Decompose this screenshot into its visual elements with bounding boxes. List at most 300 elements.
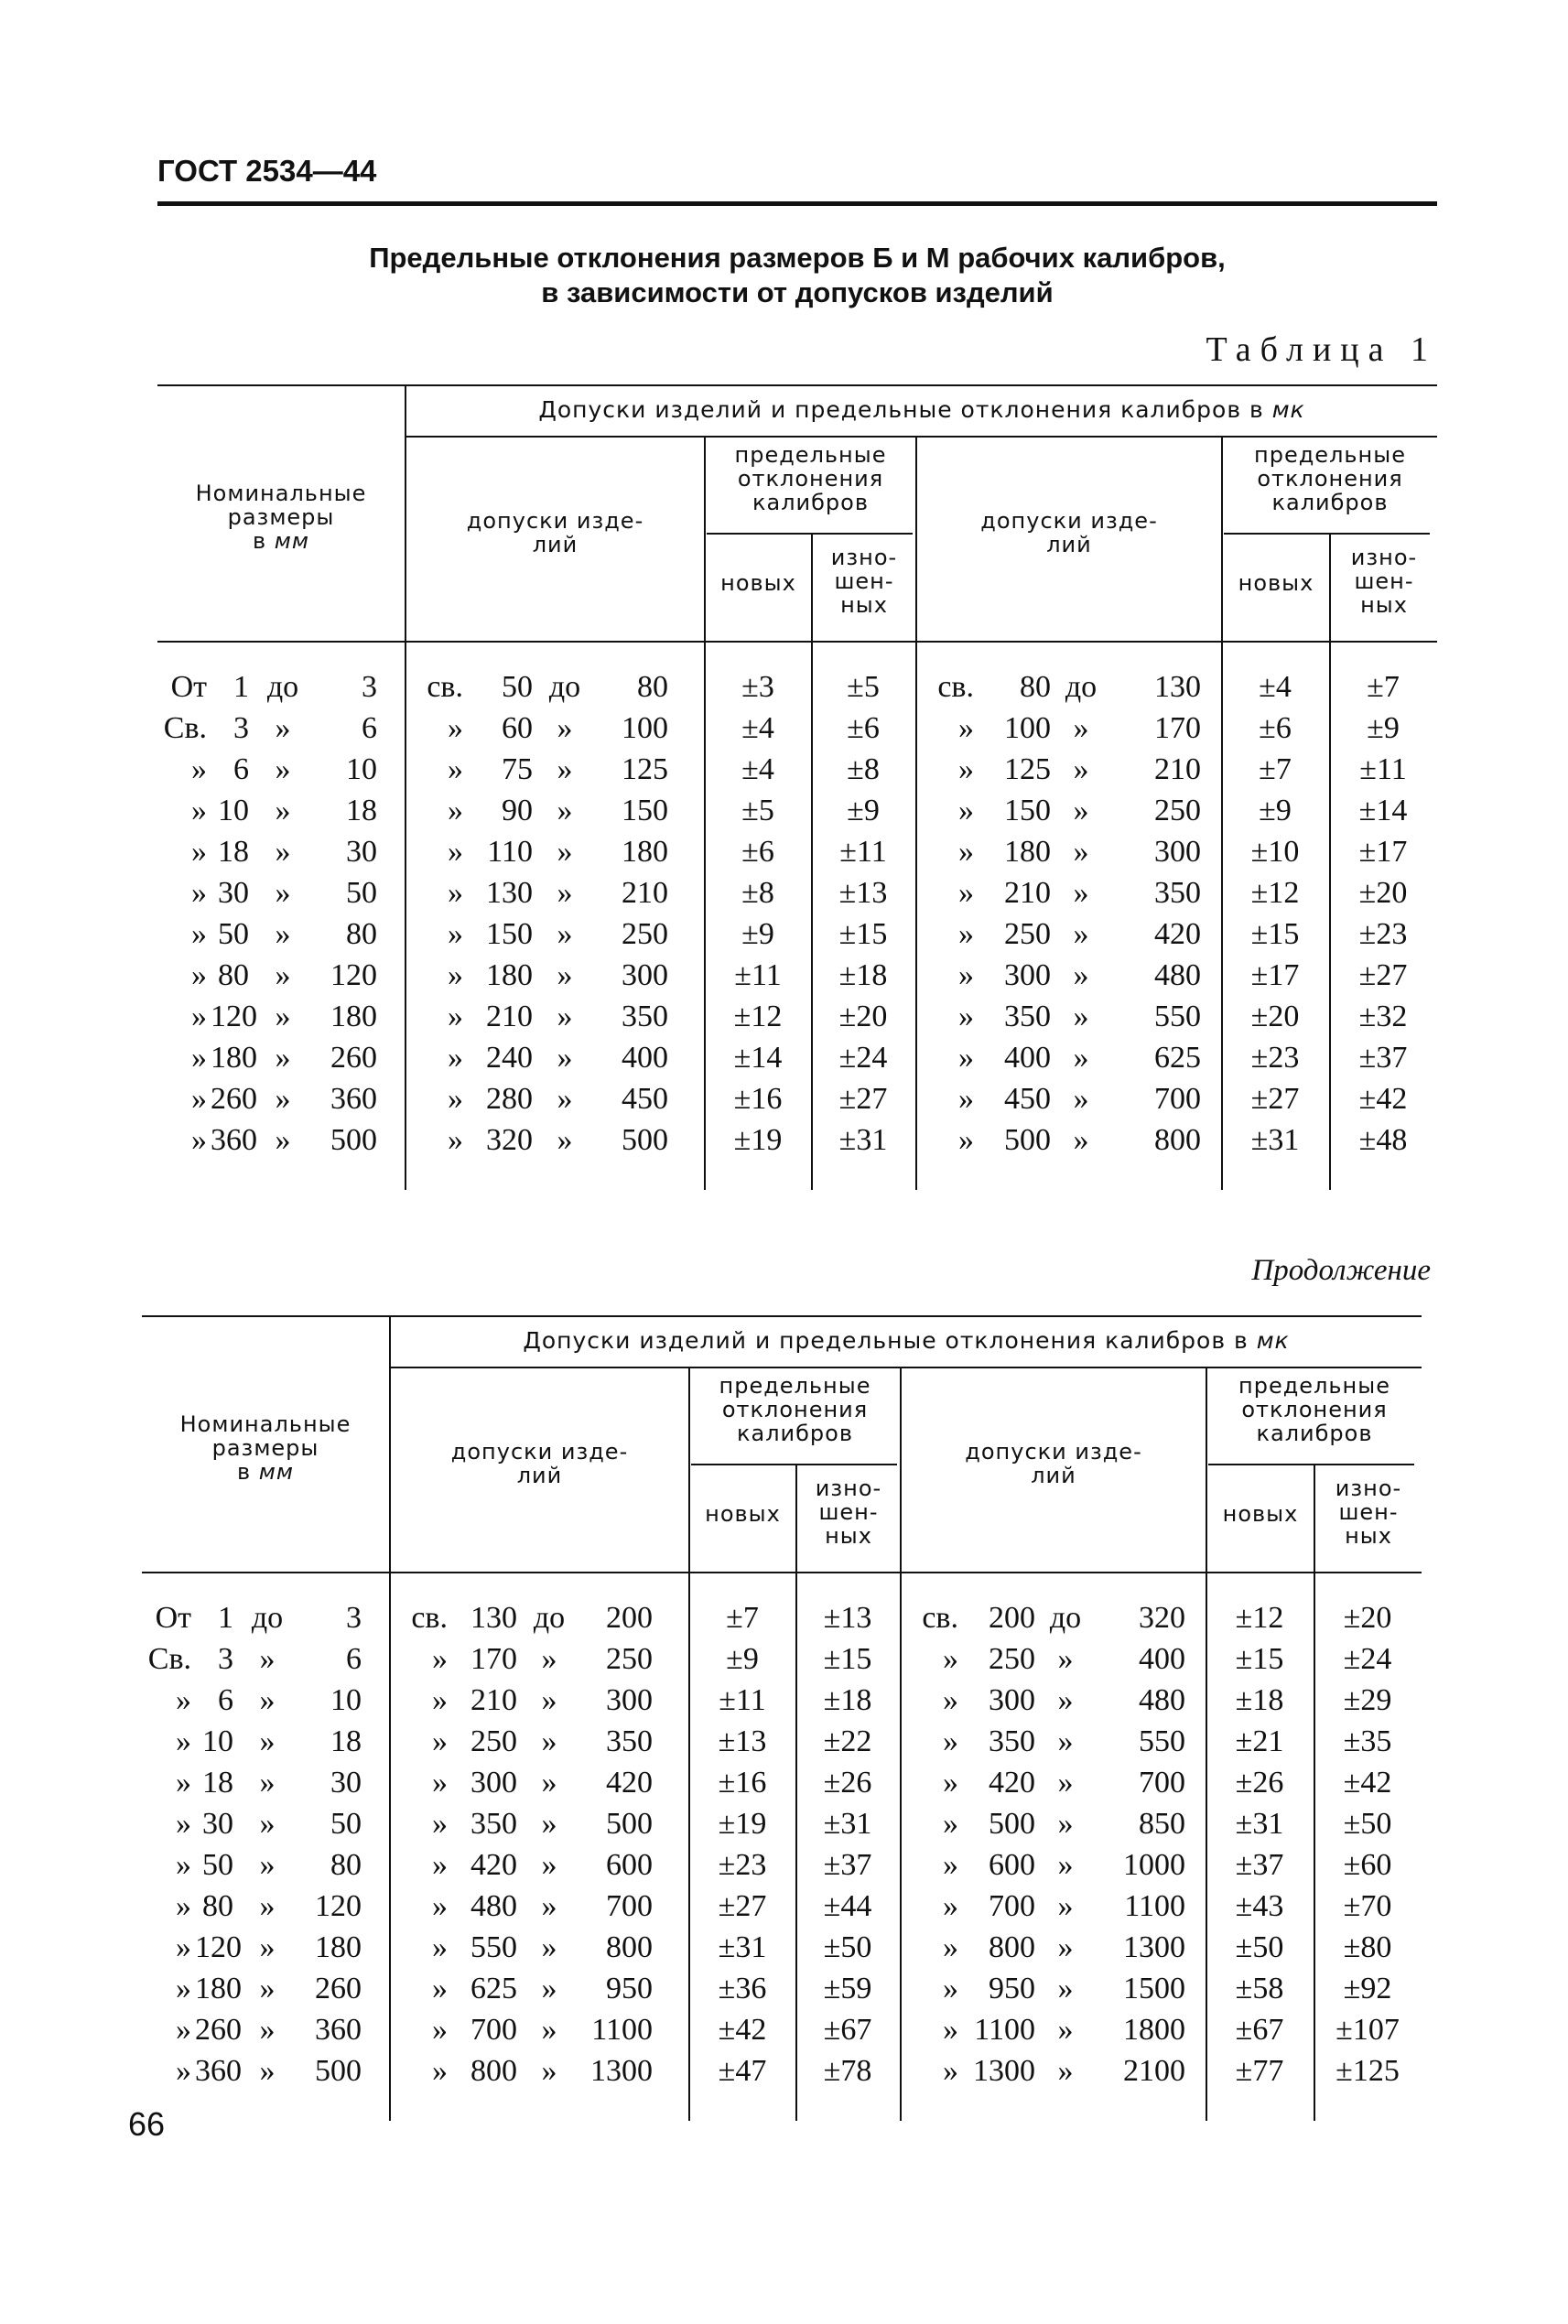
table-cell: » bbox=[541, 1766, 557, 1800]
table-cell: » bbox=[943, 1683, 958, 1717]
table-cell: » bbox=[541, 1724, 557, 1758]
table-cell: 300 bbox=[1154, 835, 1201, 869]
table-cell: 50 bbox=[502, 670, 533, 704]
table-cell: 1100 bbox=[591, 2013, 653, 2047]
table-cell: ±19 bbox=[733, 1123, 783, 1157]
table-cell: ±15 bbox=[823, 1642, 872, 1676]
table-cell: 50 bbox=[330, 1807, 362, 1841]
table-cell: » bbox=[541, 1848, 557, 1882]
table-cell: » bbox=[191, 917, 207, 951]
table-cell: ±18 bbox=[1235, 1683, 1284, 1717]
table-cell: » bbox=[958, 711, 974, 745]
worn-header: изно- шен- ных bbox=[1335, 1475, 1402, 1549]
table-cell: ±27 bbox=[1250, 1082, 1300, 1116]
table-cell: св. bbox=[922, 1601, 958, 1635]
table-cell: 250 bbox=[1154, 794, 1201, 827]
table-cell: » bbox=[448, 1082, 463, 1116]
table-cell: » bbox=[1057, 1807, 1074, 1841]
table-cell: 260 bbox=[195, 2013, 242, 2047]
table-cell: » bbox=[1073, 1123, 1089, 1157]
table-cell: » bbox=[191, 1000, 207, 1033]
table-cell: 210 bbox=[622, 876, 668, 910]
table-row bbox=[157, 790, 1437, 831]
table-cell: ±20 bbox=[1358, 876, 1408, 910]
table-cell: ±42 bbox=[1358, 1082, 1408, 1116]
table-cell: до bbox=[533, 1601, 566, 1635]
limit-deviation-header: предельные отклонения калибров bbox=[734, 442, 887, 515]
table-cell: 450 bbox=[622, 1082, 668, 1116]
table-cell: ±26 bbox=[823, 1766, 872, 1800]
table-cell: 800 bbox=[606, 1930, 653, 1964]
nominal-size-header: Номинальные размеры в мм bbox=[195, 481, 367, 554]
table-cell: 500 bbox=[315, 2054, 362, 2088]
table-cell: » bbox=[259, 2054, 276, 2088]
table-row bbox=[157, 1037, 1437, 1078]
table-cell: св. bbox=[427, 670, 463, 704]
table-cell: 210 bbox=[1004, 876, 1051, 910]
table-cell: 360 bbox=[211, 1123, 257, 1157]
table-cell: 170 bbox=[1154, 711, 1201, 745]
table-cell: » bbox=[958, 1082, 974, 1116]
table-cell: 350 bbox=[989, 1724, 1035, 1758]
header-sub-rule bbox=[406, 436, 1437, 438]
table-cell: ±58 bbox=[1235, 1972, 1284, 2005]
table-cell: 1800 bbox=[1123, 2013, 1185, 2047]
table-cell: » bbox=[1057, 1930, 1074, 1964]
table-cell: » bbox=[176, 2013, 191, 2047]
table-cell: ±67 bbox=[823, 2013, 872, 2047]
table-row bbox=[157, 872, 1437, 913]
table-row bbox=[142, 1803, 1422, 1844]
table-cell: 500 bbox=[606, 1807, 653, 1841]
table-cell: » bbox=[448, 1041, 463, 1075]
table-cell: 6 bbox=[346, 1642, 362, 1676]
product-tolerance-header: допуски изде- лий bbox=[965, 1439, 1142, 1488]
table-cell: 18 bbox=[202, 1766, 233, 1800]
table-cell: 300 bbox=[606, 1683, 653, 1717]
table-cell: » bbox=[541, 1807, 557, 1841]
table-cell: » bbox=[943, 1807, 958, 1841]
limit-deviation-header: предельные отклонения калибров bbox=[1238, 1373, 1390, 1446]
table-cell: » bbox=[259, 1683, 276, 1717]
table-cell: » bbox=[275, 835, 291, 869]
table-row bbox=[142, 1886, 1422, 1927]
table-cell: » bbox=[448, 1123, 463, 1157]
table-cell: » bbox=[259, 1642, 276, 1676]
table-cell: 300 bbox=[989, 1683, 1035, 1717]
table-cell: » bbox=[259, 1972, 276, 2005]
table-cell: ±50 bbox=[823, 1930, 872, 1964]
limit-sub-rule bbox=[1224, 533, 1430, 535]
table-cell: ±19 bbox=[718, 1807, 767, 1841]
table-row bbox=[157, 913, 1437, 955]
table-cell: » bbox=[1057, 1972, 1074, 2005]
table-cell: » bbox=[1073, 794, 1089, 827]
table-row bbox=[142, 1844, 1422, 1886]
table-cell: » bbox=[958, 876, 974, 910]
tolerance-table-1 bbox=[157, 384, 1437, 1190]
header-bottom-rule bbox=[142, 1572, 1422, 1573]
table-cell: ±35 bbox=[1343, 1724, 1392, 1758]
table-cell: 210 bbox=[486, 1000, 533, 1033]
table-cell: ±44 bbox=[823, 1889, 872, 1923]
table-cell: 180 bbox=[195, 1972, 242, 2005]
table-cell: ±32 bbox=[1358, 1000, 1408, 1033]
table-cell: » bbox=[191, 876, 207, 910]
table-cell: ±8 bbox=[847, 752, 880, 786]
table-cell: 300 bbox=[1004, 958, 1051, 992]
table-cell: » bbox=[1057, 2054, 1074, 2088]
table-cell: св. bbox=[937, 670, 974, 704]
table-top-rule bbox=[157, 384, 1437, 386]
table-cell: » bbox=[958, 1123, 974, 1157]
table-cell: 550 bbox=[470, 1930, 517, 1964]
table-cell: ±107 bbox=[1336, 2013, 1400, 2047]
table-cell: ±10 bbox=[1250, 835, 1300, 869]
table-cell: 550 bbox=[1139, 1724, 1185, 1758]
table-cell: » bbox=[943, 1724, 958, 1758]
table-cell: » bbox=[259, 1930, 276, 1964]
table-cell: 480 bbox=[1154, 958, 1201, 992]
table-cell: » bbox=[557, 1082, 573, 1116]
limit-deviation-header: предельные отклонения калибров bbox=[1254, 442, 1406, 515]
header-rule bbox=[157, 201, 1437, 206]
table-cell: 90 bbox=[502, 794, 533, 827]
table-cell: 360 bbox=[195, 2054, 242, 2088]
table-cell: » bbox=[191, 794, 207, 827]
table-cell: 10 bbox=[330, 1683, 362, 1717]
table-cell: 950 bbox=[606, 1972, 653, 2005]
table-cell: » bbox=[275, 1123, 291, 1157]
table-cell: » bbox=[541, 2054, 557, 2088]
table-cell: ±20 bbox=[1250, 1000, 1300, 1033]
table-cell: ±31 bbox=[718, 1930, 767, 1964]
table-cell: 1300 bbox=[590, 2054, 653, 2088]
table-row bbox=[157, 666, 1437, 708]
table-cell: » bbox=[176, 1683, 191, 1717]
table-cell: ±48 bbox=[1358, 1123, 1408, 1157]
table-cell: ±7 bbox=[726, 1601, 759, 1635]
table-cell: » bbox=[448, 958, 463, 992]
table-cell: » bbox=[259, 1766, 276, 1800]
table-cell: ±43 bbox=[1235, 1889, 1284, 1923]
table-row bbox=[157, 1078, 1437, 1119]
table-cell: » bbox=[275, 794, 291, 827]
table-cell: 280 bbox=[486, 1082, 533, 1116]
table-cell: 75 bbox=[502, 752, 533, 786]
table-cell: » bbox=[259, 2013, 276, 2047]
table-cell: 1500 bbox=[1123, 1972, 1185, 2005]
table-cell: » bbox=[432, 1807, 448, 1841]
table-cell: 120 bbox=[211, 1000, 257, 1033]
table-cell: 18 bbox=[218, 835, 249, 869]
worn-header: изно- шен- ных bbox=[830, 545, 898, 618]
table-cell: » bbox=[259, 1724, 276, 1758]
table-cell: 30 bbox=[346, 835, 377, 869]
table-cell: 300 bbox=[622, 958, 668, 992]
table-cell: 80 bbox=[637, 670, 668, 704]
table-cell: 500 bbox=[989, 1807, 1035, 1841]
table-cell: ±21 bbox=[1235, 1724, 1284, 1758]
table-cell: 18 bbox=[330, 1724, 362, 1758]
table-cell: 50 bbox=[202, 1848, 233, 1882]
table-cell: ±9 bbox=[847, 794, 880, 827]
table-cell: 360 bbox=[315, 2013, 362, 2047]
table-cell: 30 bbox=[202, 1807, 233, 1841]
table-cell: 260 bbox=[315, 1972, 362, 2005]
table-cell: 150 bbox=[622, 794, 668, 827]
table-cell: ±24 bbox=[1343, 1642, 1392, 1676]
table-cell: 180 bbox=[622, 835, 668, 869]
table-cell: » bbox=[1057, 1848, 1074, 1882]
table-cell: 250 bbox=[470, 1724, 517, 1758]
table-cell: ±6 bbox=[741, 835, 774, 869]
table-cell: 3 bbox=[362, 670, 377, 704]
table-cell: » bbox=[275, 1041, 291, 1075]
page-number: 66 bbox=[128, 2105, 166, 2143]
table-cell: 480 bbox=[470, 1889, 517, 1923]
table-cell: 150 bbox=[1004, 794, 1051, 827]
table-cell: » bbox=[1073, 835, 1089, 869]
table-cell: 260 bbox=[211, 1082, 257, 1116]
table-cell: ±23 bbox=[718, 1848, 767, 1882]
limit-sub-rule bbox=[707, 533, 913, 535]
table-cell: 420 bbox=[606, 1766, 653, 1800]
table-cell: 400 bbox=[622, 1041, 668, 1075]
table-cell: » bbox=[275, 1082, 291, 1116]
table-top-rule bbox=[142, 1315, 1422, 1317]
table-cell: » bbox=[958, 917, 974, 951]
table-cell: 1300 bbox=[1123, 1930, 1185, 1964]
table-cell: От bbox=[155, 1601, 191, 1635]
table-cell: ±36 bbox=[718, 1972, 767, 2005]
table-cell: 1100 bbox=[974, 2013, 1035, 2047]
table-cell: ±17 bbox=[1358, 835, 1408, 869]
table-cell: » bbox=[275, 917, 291, 951]
table-cell: ±60 bbox=[1343, 1848, 1392, 1882]
table-cell: » bbox=[176, 1848, 191, 1882]
table-cell: 700 bbox=[470, 2013, 517, 2047]
table-cell: ±78 bbox=[823, 2054, 872, 2088]
table-cell: ±4 bbox=[741, 752, 774, 786]
table-cell: ±27 bbox=[1358, 958, 1408, 992]
table-cell: » bbox=[432, 1930, 448, 1964]
table-cell: 80 bbox=[346, 917, 377, 951]
table-cell: 950 bbox=[989, 1972, 1035, 2005]
table-cell: 1 bbox=[233, 670, 249, 704]
table-cell: ±27 bbox=[838, 1082, 888, 1116]
table-cell: ±12 bbox=[1250, 876, 1300, 910]
table-cell: ±4 bbox=[1259, 670, 1292, 704]
table-cell: 80 bbox=[330, 1848, 362, 1882]
table-cell: 3 bbox=[218, 1642, 233, 1676]
table-row bbox=[142, 2009, 1422, 2050]
table-cell: 250 bbox=[989, 1642, 1035, 1676]
table-cell: 80 bbox=[218, 958, 249, 992]
table-cell: » bbox=[1073, 1082, 1089, 1116]
table-cell: 3 bbox=[346, 1601, 362, 1635]
table-cell: » bbox=[1073, 1041, 1089, 1075]
table-cell: 360 bbox=[330, 1082, 377, 1116]
tolerance-table-2 bbox=[142, 1315, 1422, 2121]
table-cell: » bbox=[541, 1642, 557, 1676]
table-cell: 150 bbox=[486, 917, 533, 951]
table-cell: 180 bbox=[330, 1000, 377, 1033]
table-cell: 180 bbox=[486, 958, 533, 992]
table-cell: » bbox=[557, 1041, 573, 1075]
table-cell: » bbox=[448, 794, 463, 827]
table-cell: ±125 bbox=[1336, 2054, 1400, 2088]
table-cell: ±9 bbox=[741, 917, 774, 951]
table-cell: » bbox=[541, 1683, 557, 1717]
table-cell: » bbox=[275, 876, 291, 910]
table-cell: ±59 bbox=[823, 1972, 872, 2005]
table-cell: » bbox=[176, 1807, 191, 1841]
table-cell: 480 bbox=[1139, 1683, 1185, 1717]
table-cell: 800 bbox=[470, 2054, 517, 2088]
nominal-size-header: Номинальные размеры в мм bbox=[179, 1411, 351, 1485]
table-cell: » bbox=[448, 1000, 463, 1033]
table-cell: » bbox=[557, 794, 573, 827]
table-cell: » bbox=[1057, 1889, 1074, 1923]
table-cell: ±15 bbox=[1250, 917, 1300, 951]
table-cell: » bbox=[176, 1972, 191, 2005]
table-cell: ±14 bbox=[1358, 794, 1408, 827]
table-cell: » bbox=[176, 1930, 191, 1964]
table-cell: 700 bbox=[989, 1889, 1035, 1923]
table-cell: » bbox=[259, 1807, 276, 1841]
table-cell: » bbox=[432, 2013, 448, 2047]
table-cell: » bbox=[432, 1848, 448, 1882]
table-cell: 420 bbox=[470, 1848, 517, 1882]
table-cell: » bbox=[1073, 752, 1089, 786]
new-header: новых bbox=[720, 570, 796, 596]
table-cell: » bbox=[958, 752, 974, 786]
table-cell: 18 bbox=[346, 794, 377, 827]
table-cell: » bbox=[191, 958, 207, 992]
new-header: новых bbox=[705, 1501, 781, 1527]
table-cell: 700 bbox=[1154, 1082, 1201, 1116]
table-cell: 6 bbox=[218, 1683, 233, 1717]
table-cell: » bbox=[557, 711, 573, 745]
table-cell: ±42 bbox=[718, 2013, 767, 2047]
table-cell: » bbox=[541, 1889, 557, 1923]
product-tolerance-header: допуски изде- лий bbox=[980, 508, 1158, 557]
table-cell: ±16 bbox=[718, 1766, 767, 1800]
table-cell: » bbox=[943, 1930, 958, 1964]
table-cell: 200 bbox=[606, 1601, 653, 1635]
standard-code: ГОСТ 2534—44 bbox=[157, 154, 377, 188]
table-cell: ±5 bbox=[847, 670, 880, 704]
table-cell: » bbox=[176, 2054, 191, 2088]
table-cell: » bbox=[432, 1724, 448, 1758]
table-cell: 170 bbox=[470, 1642, 517, 1676]
table-cell: ±14 bbox=[733, 1041, 783, 1075]
table-cell: » bbox=[958, 1041, 974, 1075]
table-cell: » bbox=[432, 1683, 448, 1717]
table-row bbox=[142, 1762, 1422, 1803]
table-cell: ±27 bbox=[718, 1889, 767, 1923]
table-cell: ±31 bbox=[1250, 1123, 1300, 1157]
table-cell: » bbox=[958, 958, 974, 992]
table-cell: » bbox=[958, 794, 974, 827]
table-row bbox=[142, 1927, 1422, 1968]
table-row bbox=[142, 1680, 1422, 1721]
table-cell: » bbox=[943, 1972, 958, 2005]
table-cell: 700 bbox=[606, 1889, 653, 1923]
table-cell: 700 bbox=[1139, 1766, 1185, 1800]
table-cell: 800 bbox=[1154, 1123, 1201, 1157]
table-cell: ±47 bbox=[718, 2054, 767, 2088]
table-cell: 120 bbox=[315, 1889, 362, 1923]
table-cell: » bbox=[275, 711, 291, 745]
table-cell: 125 bbox=[1004, 752, 1051, 786]
product-tolerance-header: допуски изде- лий bbox=[450, 1439, 629, 1488]
table-cell: св. bbox=[411, 1601, 448, 1635]
table-cell: 100 bbox=[1004, 711, 1051, 745]
table-cell: 850 bbox=[1139, 1807, 1185, 1841]
table-cell: ±18 bbox=[838, 958, 888, 992]
table-cell: » bbox=[275, 1000, 291, 1033]
table-cell: 180 bbox=[1004, 835, 1051, 869]
table-cell: ±16 bbox=[733, 1082, 783, 1116]
table-cell: » bbox=[1073, 876, 1089, 910]
table-cell: » bbox=[1073, 917, 1089, 951]
table-cell: 420 bbox=[989, 1766, 1035, 1800]
table-cell: ±37 bbox=[823, 1848, 872, 1882]
table-cell: » bbox=[943, 1642, 958, 1676]
table-cell: Св. bbox=[163, 711, 207, 745]
table-row bbox=[157, 996, 1437, 1037]
table-cell: » bbox=[943, 2013, 958, 2047]
table-cell: ±29 bbox=[1343, 1683, 1392, 1717]
table-cell: 1000 bbox=[1123, 1848, 1185, 1882]
table-cell: » bbox=[1073, 1000, 1089, 1033]
table-cell: 1100 bbox=[1124, 1889, 1185, 1923]
table-cell: ±13 bbox=[718, 1724, 767, 1758]
table-cell: » bbox=[1057, 1683, 1074, 1717]
table-cell: ±50 bbox=[1235, 1930, 1284, 1964]
table-row bbox=[142, 1968, 1422, 2009]
table-cell: 500 bbox=[1004, 1123, 1051, 1157]
table-cell: 400 bbox=[1004, 1041, 1051, 1075]
table-cell: ±9 bbox=[1367, 711, 1400, 745]
table-cell: ±17 bbox=[1250, 958, 1300, 992]
table-cell: ±20 bbox=[1343, 1601, 1392, 1635]
table-cell: » bbox=[541, 2013, 557, 2047]
table-cell: 60 bbox=[502, 711, 533, 745]
table-cell: ±31 bbox=[1235, 1807, 1284, 1841]
table-cell: » bbox=[448, 711, 463, 745]
table-cell: ±5 bbox=[741, 794, 774, 827]
table-cell: ±6 bbox=[1259, 711, 1292, 745]
table-cell: 250 bbox=[1004, 917, 1051, 951]
product-tolerance-header: допуски изде- лий bbox=[466, 508, 644, 557]
table-cell: » bbox=[1073, 958, 1089, 992]
table-cell: до bbox=[251, 1601, 284, 1635]
table-cell: 500 bbox=[330, 1123, 377, 1157]
table-cell: ±8 bbox=[741, 876, 774, 910]
table-cell: 3 bbox=[233, 711, 249, 745]
table-cell: 130 bbox=[470, 1601, 517, 1635]
table-cell: 10 bbox=[346, 752, 377, 786]
table-cell: » bbox=[943, 1766, 958, 1800]
table-cell: 120 bbox=[195, 1930, 242, 1964]
table-cell: » bbox=[557, 1123, 573, 1157]
table-cell: 6 bbox=[233, 752, 249, 786]
table-cell: » bbox=[259, 1889, 276, 1923]
table-cell: 240 bbox=[486, 1041, 533, 1075]
